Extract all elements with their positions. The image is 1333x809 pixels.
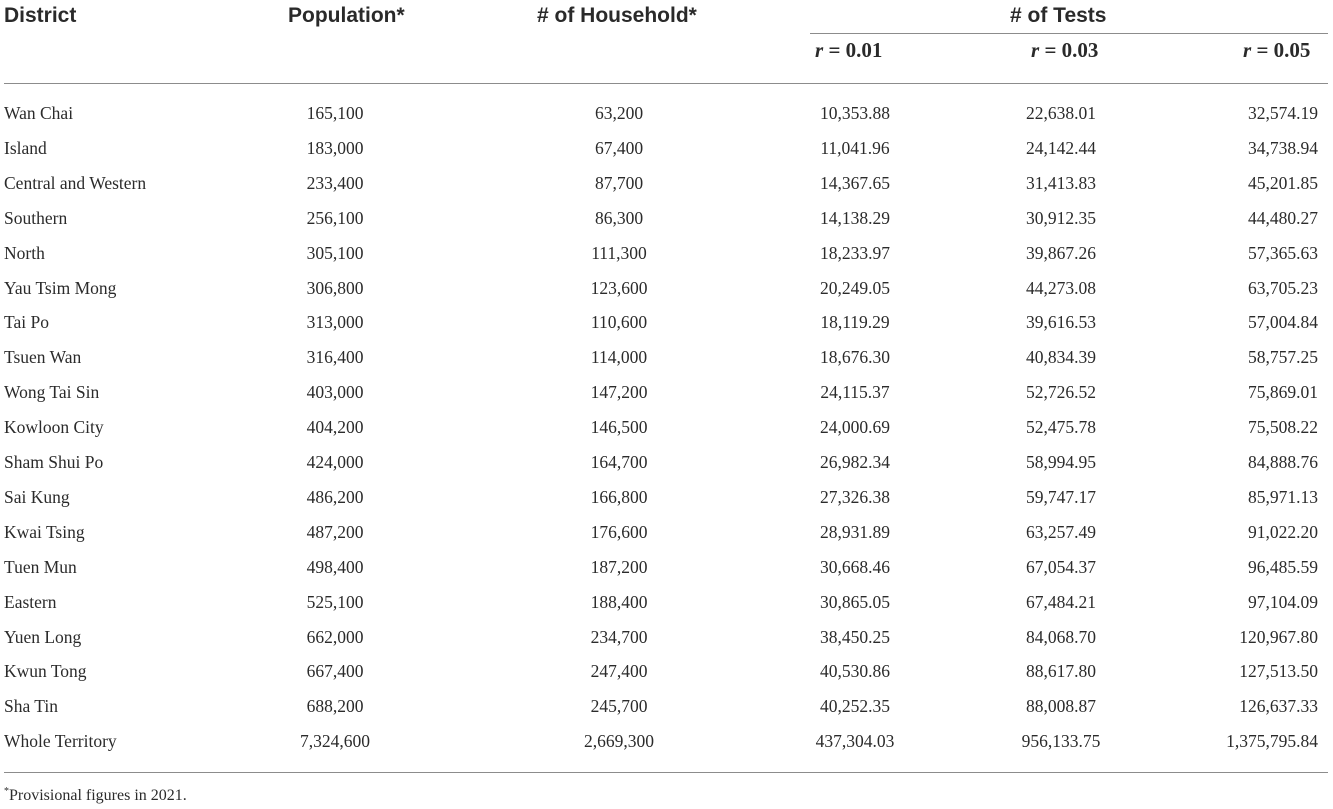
tests-r005-cell: 85,971.13 [1248,486,1318,507]
tests-r005-cell: 34,738.94 [1248,137,1318,158]
population-cell: 313,000 [306,312,364,333]
households-cell: 188,400 [590,591,648,612]
tests-r003-cell: 58,994.95 [1026,452,1096,472]
district-cell: Kwun Tong [4,661,87,682]
tests-r001-cell: 27,326.38 [820,486,890,507]
households-cell: 87,700 [594,172,644,193]
tests-r003-cell: 39,616.53 [1026,312,1096,333]
population-cell: 256,100 [306,207,364,228]
tests-r001-cell: 26,982.34 [820,452,890,472]
tests-r005-cell: 32,574.19 [1248,103,1318,123]
population-cell: 306,800 [306,277,364,298]
tests-r001-cell: 24,115.37 [820,382,890,403]
tests-r001-cell: 18,119.29 [820,312,890,333]
population-cell: 667,400 [306,661,364,682]
households-cell: 187,200 [590,556,648,577]
tests-r005-cell: 75,508.22 [1248,417,1318,438]
district-cell: Yuen Long [4,626,82,647]
households-cell: 164,700 [590,452,648,472]
tests-r001-cell: 11,041.96 [820,137,890,158]
households-cell: 110,600 [590,312,648,333]
tests-r001-cell: 18,676.30 [820,347,890,368]
tests-group-rule [810,33,1328,34]
tests-r005-cell: 44,480.27 [1248,207,1318,228]
population-cell: 7,324,600 [300,731,370,752]
header-r-003 [1031,40,1098,61]
households-cell: 67,400 [594,137,644,158]
population-cell: 404,200 [306,417,364,438]
households-cell: 2,669,300 [584,731,654,752]
district-cell: Kwai Tsing [4,521,85,542]
tests-r003-cell: 63,257.49 [1026,521,1096,542]
tests-r005-cell: 126,637.33 [1239,696,1318,717]
tests-r001-cell: 24,000.69 [820,417,890,438]
district-cell: Sham Shui Po [4,452,104,472]
tests-r001-cell: 40,530.86 [820,661,890,682]
tests-r005-cell: 96,485.59 [1248,556,1318,577]
district-cell: Tai Po [4,312,49,333]
population-cell: 487,200 [306,521,364,542]
district-cell: Island [4,137,47,158]
households-cell: 123,600 [590,277,648,298]
r-value: = 0.03 [1039,38,1099,62]
tests-r003-cell: 44,273.08 [1026,277,1096,298]
table-row [0,486,1333,524]
header-households: # of Household* [537,4,697,27]
tests-r005-cell: 75,869.01 [1248,382,1318,403]
population-cell: 183,000 [306,137,364,158]
tests-r003-cell: 67,484.21 [1026,591,1096,612]
tests-r003-cell: 59,747.17 [1026,486,1096,507]
population-cell: 486,200 [306,486,364,507]
r-variable: r [815,38,824,62]
tests-r003-cell: 88,617.80 [1026,661,1096,682]
district-cell: Tsuen Wan [4,347,82,368]
households-cell: 146,500 [590,417,648,438]
district-cell: Southern [4,207,68,228]
district-cell: Sha Tin [4,696,58,717]
tests-r005-cell: 84,888.76 [1248,452,1318,472]
households-cell: 86,300 [594,207,644,228]
households-cell: 114,000 [590,347,648,368]
table-row [0,663,1333,698]
table-row [0,384,1333,419]
tests-r003-cell: 24,142.44 [1026,137,1096,158]
table-row [0,242,1333,280]
tests-r005-cell: 1,375,795.84 [1226,731,1318,752]
tests-r001-cell: 40,252.35 [820,696,890,717]
tests-r001-cell: 437,304.03 [815,731,895,752]
households-cell: 234,700 [590,626,648,647]
households-cell: 111,300 [591,242,647,263]
households-cell: 176,600 [590,521,648,542]
tests-r003-cell: 40,834.39 [1026,347,1096,368]
tests-r003-cell: 67,054.37 [1026,556,1096,577]
district-cell: Wan Chai [4,103,74,123]
tests-r001-cell: 14,367.65 [820,172,890,193]
district-cell: Wong Tai Sin [4,382,100,403]
header-district: District [4,4,77,27]
r-variable: r [1031,38,1040,62]
table-row [0,556,1333,594]
table-row [0,521,1333,559]
r-value: = 0.05 [1251,38,1311,62]
tests-r003-cell: 956,133.75 [1021,731,1101,752]
footnote-text: Provisional figures in 2021. [9,787,187,804]
tests-r001-cell: 18,233.97 [820,242,890,263]
table-row [0,454,1333,489]
district-cell: Kowloon City [4,417,104,438]
header-r-005 [1243,40,1310,61]
table-bottom-rule [4,772,1328,773]
population-cell: 498,400 [306,556,364,577]
households-cell: 63,200 [594,103,644,123]
population-cell: 316,400 [306,347,364,368]
header-bottom-rule [4,83,1328,84]
district-cell: North [4,242,45,263]
population-cell: 403,000 [306,382,364,403]
tests-r003-cell: 39,867.26 [1026,242,1096,263]
district-cell: Tuen Mun [4,556,77,577]
tests-r003-cell: 22,638.01 [1026,103,1096,123]
table-row [0,626,1333,664]
tests-r003-cell: 88,008.87 [1026,696,1096,717]
tests-r005-cell: 45,201.85 [1248,172,1318,193]
households-cell: 166,800 [590,486,648,507]
table-row [0,698,1333,733]
tests-r003-cell: 31,413.83 [1026,172,1096,193]
tests-r005-cell: 127,513.50 [1239,661,1318,682]
tests-r003-cell: 52,475.78 [1026,417,1096,438]
tests-r001-cell: 30,668.46 [820,556,890,577]
tests-r005-cell: 58,757.25 [1248,347,1318,368]
households-cell: 247,400 [590,661,648,682]
district-cell: Eastern [4,591,57,612]
tests-r001-cell: 30,865.05 [820,591,890,612]
r-value: = 0.01 [823,38,883,62]
population-cell: 688,200 [306,696,364,717]
population-cell: 165,100 [306,103,364,123]
tests-r003-cell: 84,068.70 [1026,626,1096,647]
tests-r003-cell: 52,726.52 [1026,382,1096,403]
tests-r001-cell: 20,249.05 [820,277,890,298]
tests-r005-cell: 63,705.23 [1248,277,1318,298]
district-cell: Central and Western [4,172,147,193]
tests-r005-cell: 91,022.20 [1248,521,1318,542]
tests-r001-cell: 10,353.88 [820,103,890,123]
table-row [0,314,1333,349]
table-row [0,733,1333,768]
tests-r001-cell: 38,450.25 [820,626,890,647]
tests-r005-cell: 57,365.63 [1248,242,1318,263]
table-row [0,207,1333,245]
tests-r005-cell: 57,004.84 [1248,312,1318,333]
tests-r005-cell: 120,967.80 [1239,626,1318,647]
header-r-001 [815,40,882,61]
r-variable: r [1243,38,1252,62]
table-row [0,277,1333,315]
district-cell: Sai Kung [4,486,70,507]
table-row [0,105,1333,140]
tests-r001-cell: 14,138.29 [820,207,890,228]
footnote-mark: * [4,786,9,797]
households-cell: 245,700 [590,696,648,717]
population-cell: 233,400 [306,172,364,193]
population-cell: 525,100 [306,591,364,612]
table-row [0,172,1333,210]
tests-r003-cell: 30,912.35 [1026,207,1096,228]
footnote [4,787,187,805]
table-row [0,419,1333,454]
tests-r001-cell: 28,931.89 [820,521,890,542]
district-cell: Yau Tsim Mong [4,277,117,298]
header-population: Population* [288,4,405,27]
tests-r005-cell: 97,104.09 [1248,591,1318,612]
population-cell: 662,000 [306,626,364,647]
table-row [0,349,1333,384]
table-row [0,591,1333,629]
district-cell: Whole Territory [4,731,117,752]
table-row [0,137,1333,175]
households-cell: 147,200 [590,382,648,403]
population-cell: 424,000 [306,452,364,472]
header-tests: # of Tests [1010,4,1107,27]
population-cell: 305,100 [306,242,364,263]
